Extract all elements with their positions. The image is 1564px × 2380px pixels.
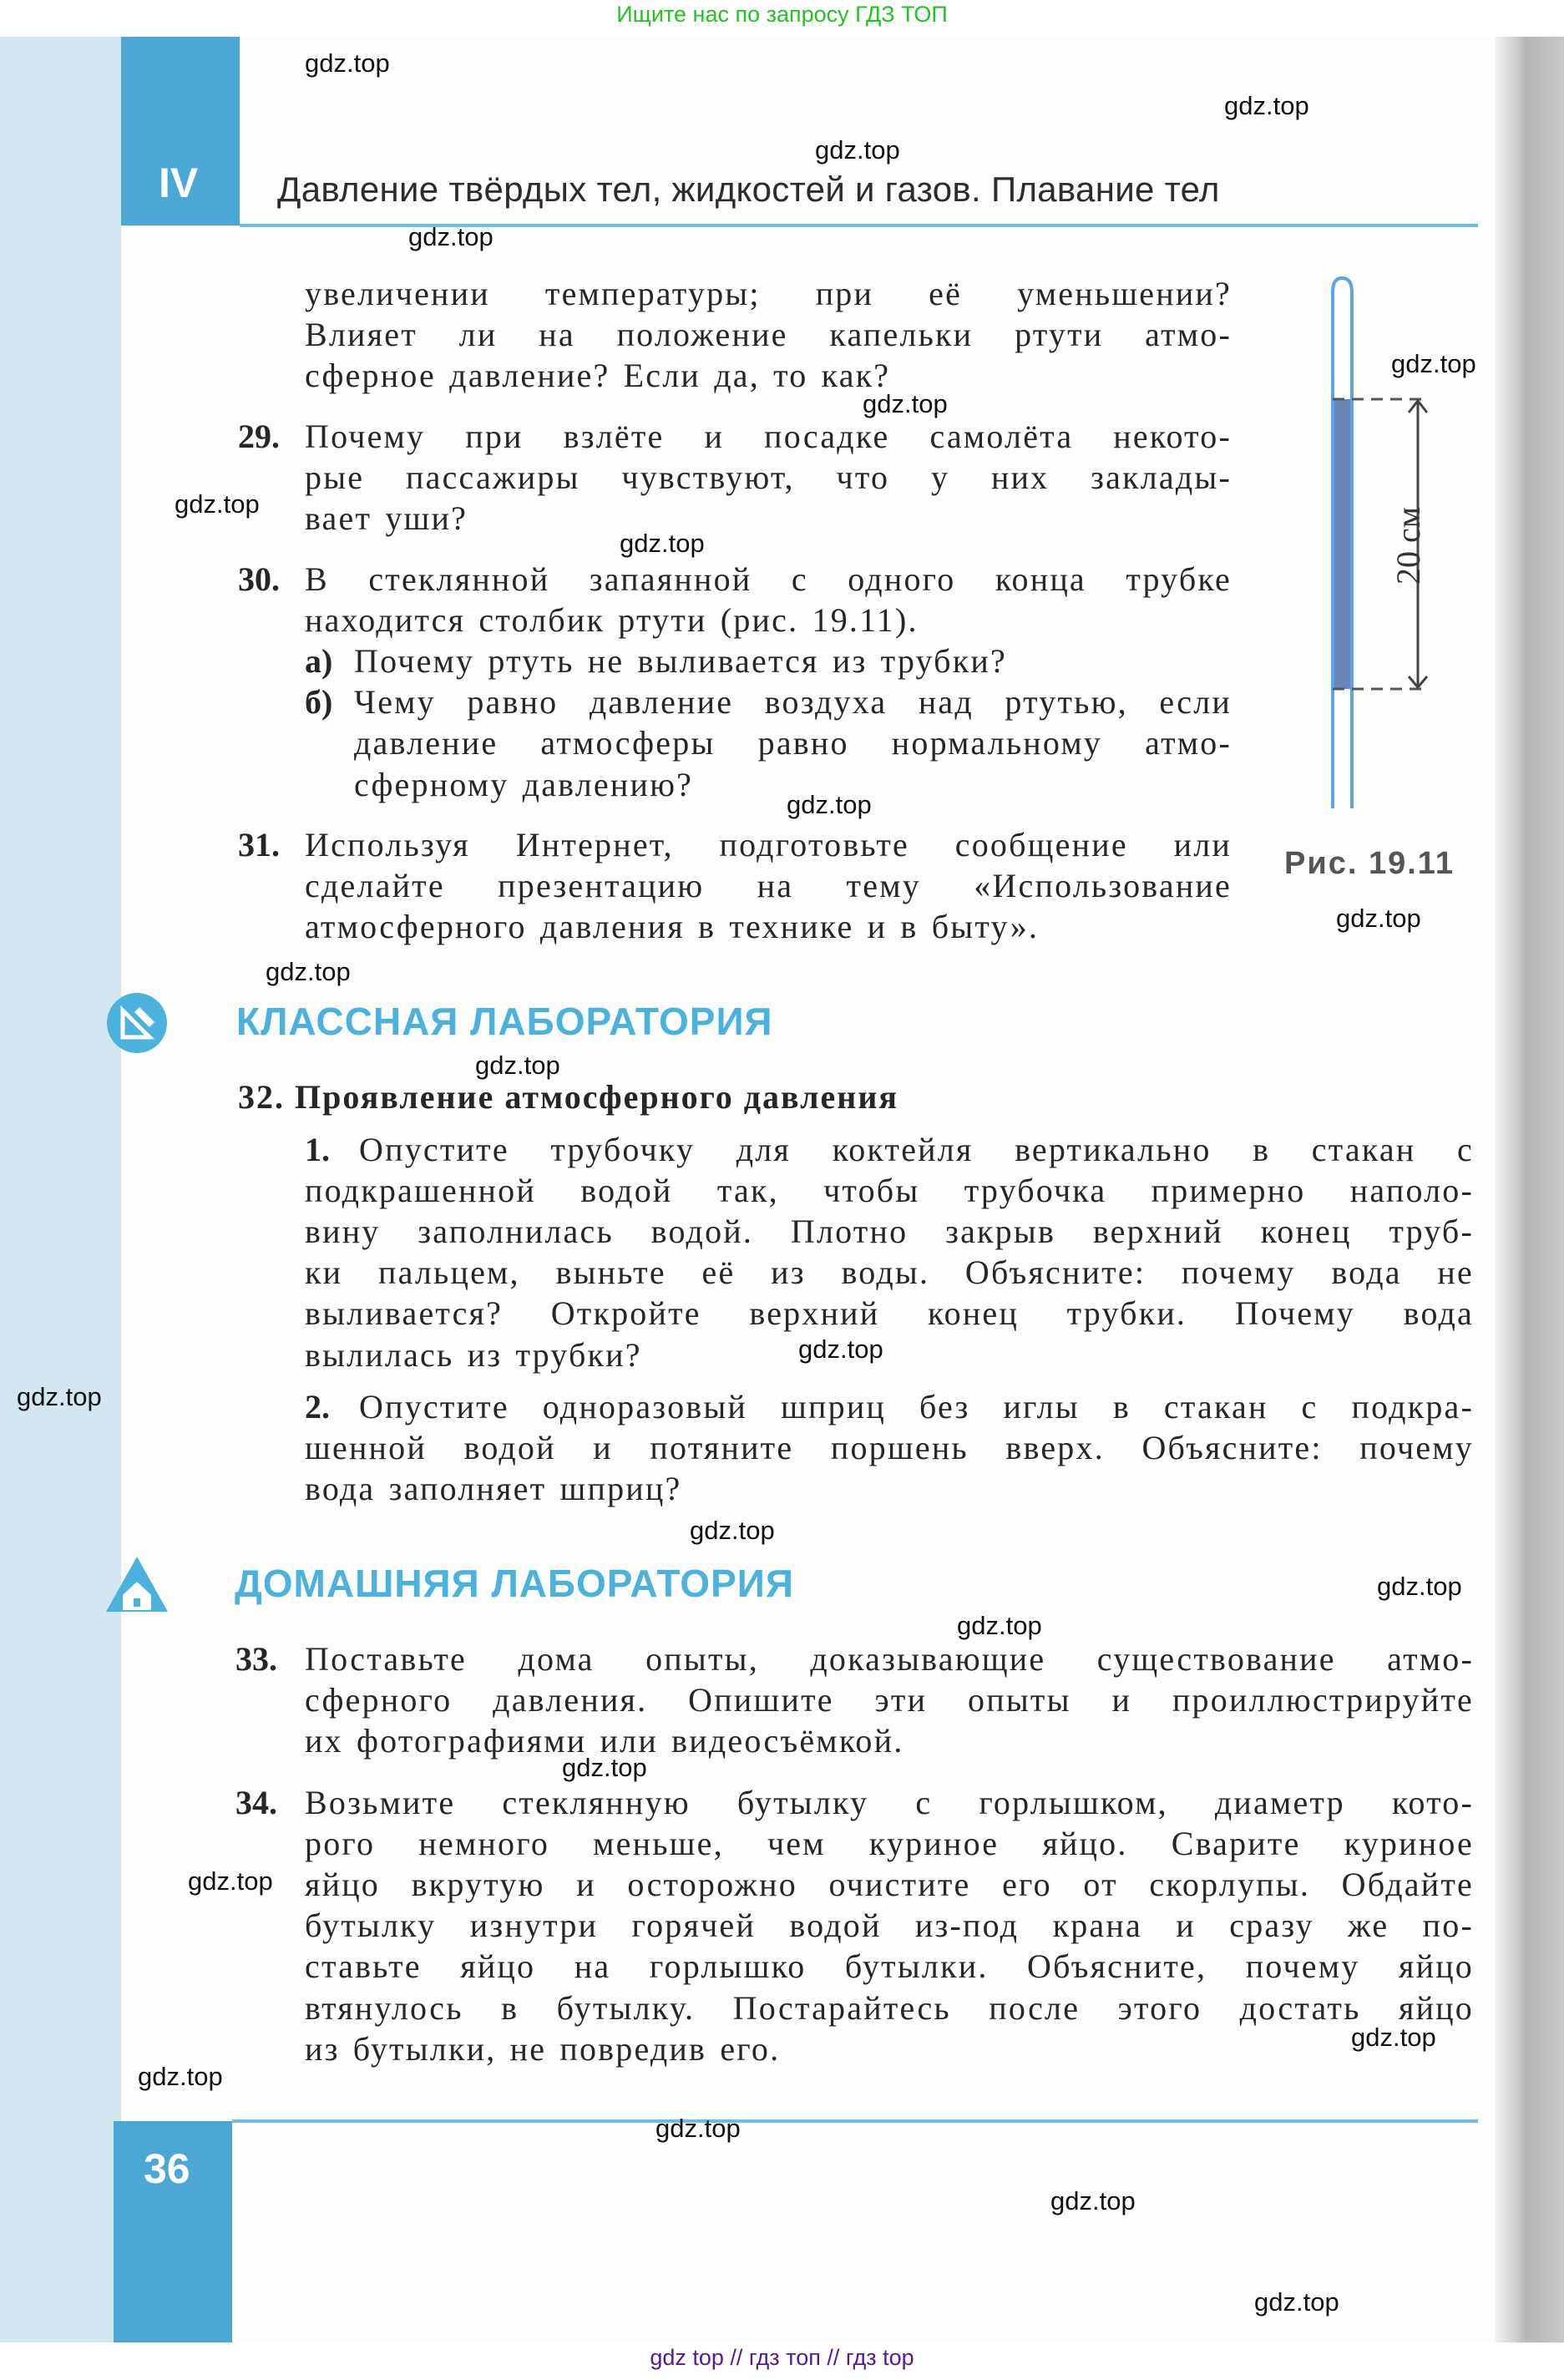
text-line-content: Влияет ли на положение капельки ртути атмо- xyxy=(305,316,1232,354)
text-line-content: Опустите трубочку для коктейля вертикально в стакан с xyxy=(359,1131,1474,1168)
home-lab-heading: ДОМАШНЯЯ ЛАБОРАТОРИЯ xyxy=(235,1562,794,1605)
figure-dimension-label: 20 см xyxy=(1389,506,1428,585)
text-line-content: Почему ртуть не выливается из трубки? xyxy=(354,642,1007,681)
text-line xyxy=(305,1782,1474,1823)
text-line xyxy=(305,1211,1474,1252)
page-number: 36 xyxy=(144,2145,190,2192)
text-line-content: сферному давлению? xyxy=(354,765,694,803)
text-line xyxy=(305,559,1232,600)
text-line xyxy=(305,865,1232,906)
text-line xyxy=(305,273,1232,314)
footer-divider xyxy=(232,2119,1478,2123)
text-line xyxy=(305,1334,1474,1375)
text-line xyxy=(305,906,1232,947)
text-line-content: вину заполнилась водой. Плотно закрыв верхний конец труб- xyxy=(305,1213,1474,1251)
item-number: 1. xyxy=(305,1131,330,1168)
task-32-title: 32. Проявление атмосферного давления xyxy=(238,1078,899,1116)
text-line-content: втянулось в бутылку. Постарайтесь после этого достать яйцо xyxy=(305,1988,1474,2027)
watermark: gdz.top xyxy=(957,1611,1042,1640)
text-line xyxy=(305,824,1232,865)
watermark: gdz.top xyxy=(863,389,948,418)
text-line-content: бутылку изнутри горячей водой из-под крана и сразу же по- xyxy=(305,1907,1474,1945)
watermark: gdz.top xyxy=(1351,2023,1436,2052)
watermark: gdz.top xyxy=(620,529,705,558)
text-line xyxy=(305,314,1232,355)
chapter-number: IV xyxy=(159,160,199,206)
item-number: 31. xyxy=(238,826,280,863)
text-line-content: подкрашенной водой так, чтобы трубочка примерно наполо- xyxy=(305,1172,1474,1210)
text-line-content: Возьмите стеклянную бутылку с горлышком, диаметр кото- xyxy=(305,1784,1474,1821)
text-line xyxy=(305,1252,1474,1293)
text-line-content: Поставьте дома опыты, доказывающие существование атмо- xyxy=(305,1640,1474,1678)
watermark: gdz.top xyxy=(305,48,390,78)
class-lab-heading: КЛАССНАЯ ЛАБОРАТОРИЯ xyxy=(236,1000,773,1043)
watermark: gdz.top xyxy=(1377,1572,1462,1601)
text-line-content: рые пассажиры чувствуют, что у них заклады- xyxy=(305,458,1232,497)
item-number: 30. xyxy=(238,560,280,598)
text-line-content: вает уши? xyxy=(305,499,468,538)
class-lab-icon xyxy=(106,992,168,1054)
text-line-content: вода заполняет шприц? xyxy=(305,1470,682,1508)
text-line xyxy=(305,1170,1474,1211)
footer-note: gdz top // гдз топ // гдз top xyxy=(650,2345,914,2370)
text-line-content: Опустите одноразовый шприц без иглы в стакан с подкра- xyxy=(359,1388,1474,1425)
text-line xyxy=(305,1988,1474,2028)
text-line-content: шенной водой и потяните поршень вверх. Объясните: почему xyxy=(305,1429,1474,1467)
text-line-content: выливается? Откройте верхний конец трубки. Почему вода xyxy=(305,1294,1474,1333)
mercury-column xyxy=(1334,399,1351,689)
item-number: 2. xyxy=(305,1388,330,1425)
text-line-content: Используя Интернет, подготовьте сообщение или xyxy=(305,826,1232,863)
watermark: gdz.top xyxy=(17,1382,102,1411)
text-line-content: находится столбик ртути (рис. 19.11). xyxy=(305,601,919,640)
text-line-content: их фотографиями или видеосъёмкой. xyxy=(305,1722,904,1760)
item-number: 33. xyxy=(235,1640,277,1678)
text-line xyxy=(305,1946,1474,1987)
text-line xyxy=(359,1129,1474,1170)
watermark: gdz.top xyxy=(175,489,260,519)
item-number: а) xyxy=(305,642,333,681)
home-lab-icon xyxy=(104,1555,170,1613)
item-number: 29. xyxy=(238,418,280,455)
text-line xyxy=(359,1386,1474,1427)
watermark: gdz.top xyxy=(562,1753,647,1782)
text-line-content: Чему равно давление воздуха над ртутью, если xyxy=(354,683,1232,722)
text-line-content: ки пальцем, выньте её из воды. Объясните: почему вода не xyxy=(305,1253,1474,1292)
text-line xyxy=(305,355,1232,396)
watermark: gdz.top xyxy=(475,1051,560,1080)
text-line-content: увеличении температуры; при её уменьшении? xyxy=(305,275,1232,312)
margin-strip xyxy=(0,37,121,2342)
text-line xyxy=(305,1638,1474,1679)
watermark: gdz.top xyxy=(266,957,351,986)
watermark: gdz.top xyxy=(655,2114,741,2143)
watermark: gdz.top xyxy=(815,135,900,165)
watermark: gdz.top xyxy=(138,2062,223,2091)
text-line-content: сферного давления. Опишите эти опыты и проиллюстрируйте xyxy=(305,1681,1474,1719)
text-line-content: из бутылки, не повредив его. xyxy=(305,2029,781,2068)
text-line xyxy=(305,1427,1474,1468)
text-line-content: сферное давление? Если да, то как? xyxy=(305,357,891,395)
text-line xyxy=(305,1293,1474,1334)
item-number: б) xyxy=(305,683,333,722)
text-line xyxy=(354,681,1232,722)
text-line xyxy=(354,641,1232,681)
text-line-content: атмосферного давления в технике и в быту». xyxy=(305,908,1040,946)
text-line xyxy=(305,1679,1474,1720)
watermark: gdz.top xyxy=(188,1866,273,1896)
text-line xyxy=(305,1468,1474,1509)
chapter-title: Давление твёрдых тел, жидкостей и газов. Плавание тел xyxy=(277,170,1220,209)
text-line xyxy=(305,2028,1474,2069)
text-line-content: Почему при взлёте и посадке самолёта некото- xyxy=(305,418,1232,455)
text-line xyxy=(305,457,1232,498)
text-line xyxy=(305,416,1232,457)
text-line xyxy=(305,1720,1474,1761)
figure-caption: Рис. 19.11 xyxy=(1284,846,1455,881)
text-line-content: сделайте презентацию на тему «Использование xyxy=(305,867,1232,905)
text-line xyxy=(305,1823,1474,1864)
text-line-content: ставьте яйцо на горлышко бутылки. Объясните, почему яйцо xyxy=(305,1947,1474,1986)
watermark: gdz.top xyxy=(1336,904,1421,933)
text-line xyxy=(305,498,1232,539)
text-line xyxy=(305,1864,1474,1905)
text-line-content: рого немного меньше, чем куриное яйцо. Сварите куриное xyxy=(305,1825,1474,1863)
watermark: gdz.top xyxy=(1224,91,1309,120)
watermark: gdz.top xyxy=(1254,2287,1339,2317)
text-line xyxy=(354,722,1232,763)
watermark: gdz.top xyxy=(1050,2186,1136,2215)
text-line-content: вылилась из трубки? xyxy=(305,1335,642,1374)
text-line xyxy=(305,600,1232,641)
watermark: gdz.top xyxy=(408,222,493,251)
text-line-content: давление атмосферы равно нормальному атмо- xyxy=(354,724,1232,762)
watermark: gdz.top xyxy=(690,1516,775,1545)
watermark: gdz.top xyxy=(1391,349,1476,378)
search-hint-banner: Ищите нас по запросу ГДЗ ТОП xyxy=(616,2,948,27)
text-line-content: яйцо вкрутую и осторожно очистите его от скорлупы. Обдайте xyxy=(305,1866,1474,1904)
watermark: gdz.top xyxy=(798,1334,883,1364)
text-line xyxy=(305,1905,1474,1946)
watermark: gdz.top xyxy=(787,790,872,819)
item-number: 34. xyxy=(235,1784,277,1821)
text-line-content: В стеклянной запаянной с одного конца трубке xyxy=(305,560,1232,598)
